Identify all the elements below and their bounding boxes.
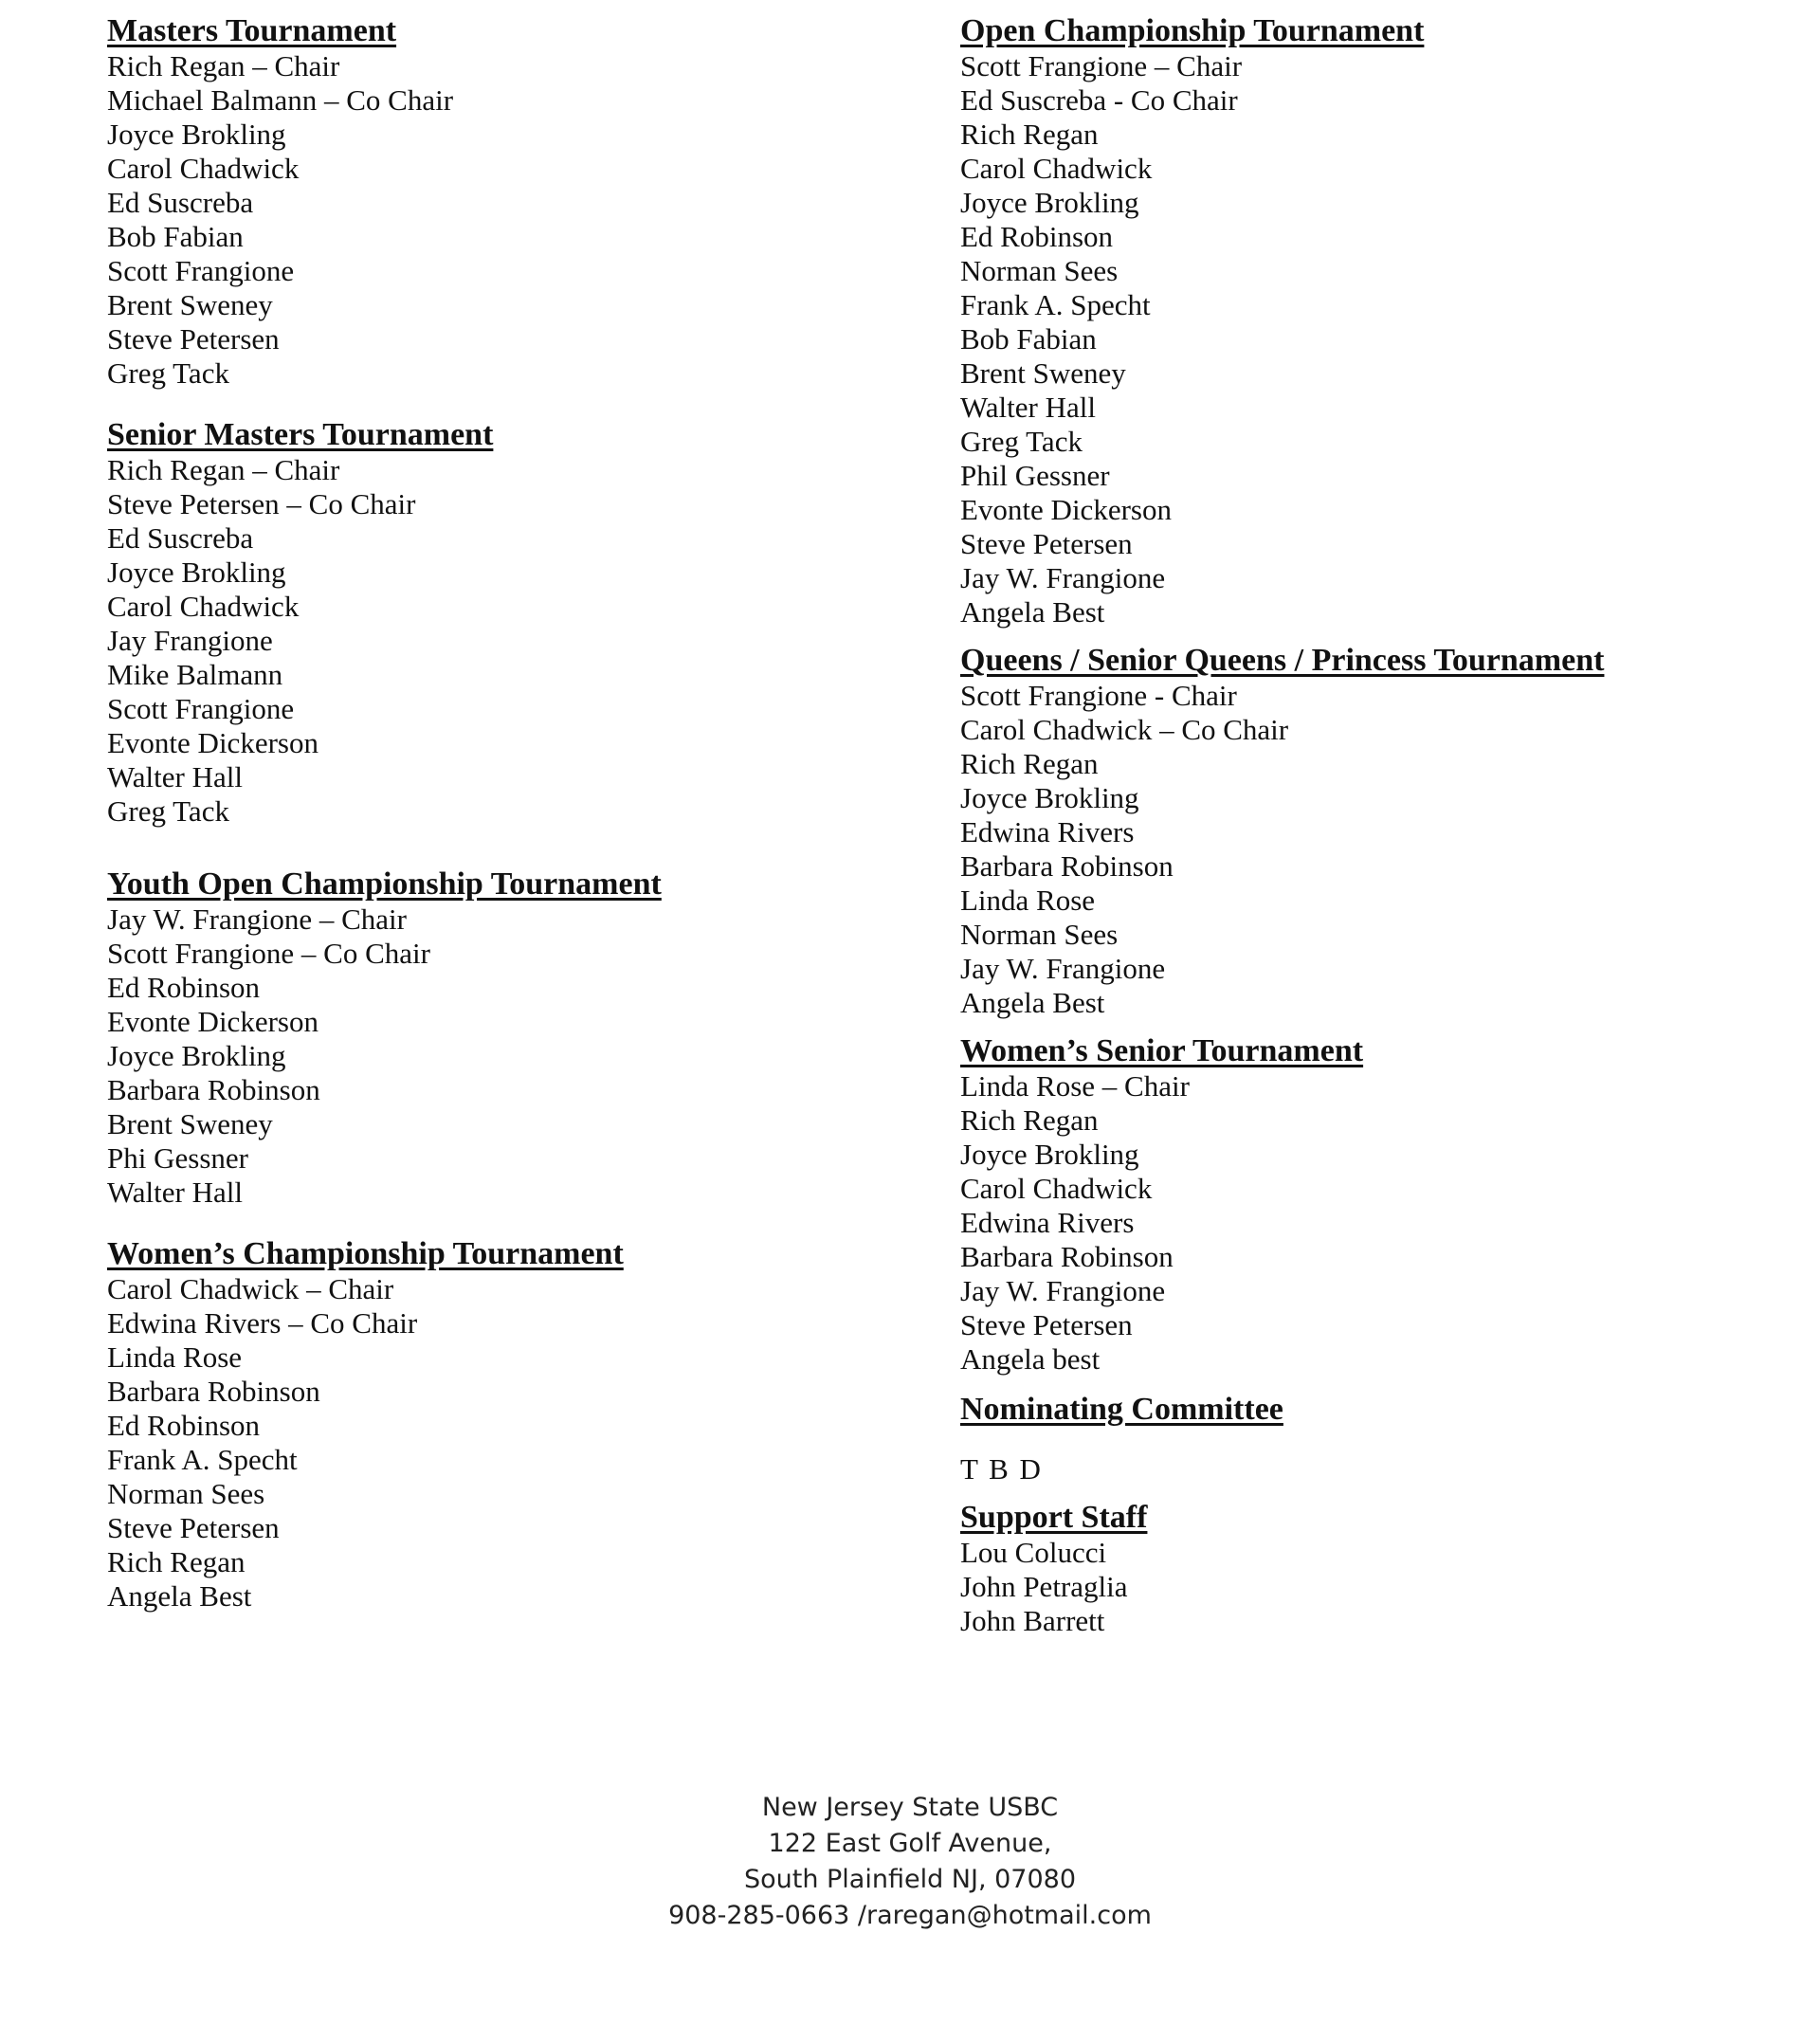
member-entry: John Petraglia	[960, 1570, 1128, 1603]
member-entry: Greg Tack	[107, 794, 229, 828]
member-entry: Jay W. Frangione	[960, 561, 1166, 594]
member-entry: Steve Petersen	[107, 322, 280, 356]
member-entry: Evonte Dickerson	[107, 726, 318, 759]
member-entry: Barbara Robinson	[107, 1073, 320, 1106]
section-heading: Support Staff	[960, 1500, 1148, 1535]
member-entry: Ed Robinson	[960, 220, 1114, 253]
member-entry: Jay Frangione	[107, 624, 273, 657]
member-entry: Jay W. Frangione – Chair	[107, 903, 407, 936]
masters-section	[107, 13, 884, 391]
member-entry: Walter Hall	[107, 760, 243, 793]
member-entry: Brent Sweney	[107, 1107, 273, 1140]
member-entry: Steve Petersen	[960, 1308, 1133, 1341]
member-entry: Barbara Robinson	[107, 1375, 320, 1408]
member-entry: Frank A. Specht	[107, 1443, 298, 1476]
member-entry: Joyce Brokling	[960, 1138, 1139, 1171]
member-entry: Joyce Brokling	[107, 556, 286, 589]
member-entry: Ed Suscreba	[107, 186, 254, 219]
womens-senior-section	[960, 1033, 1738, 1377]
member-entry: Jay W. Frangione	[960, 952, 1166, 985]
member-entry: Rich Regan	[960, 118, 1099, 151]
member-entry: Linda Rose	[107, 1340, 243, 1374]
member-entry: Greg Tack	[960, 425, 1083, 458]
tbd-note: T B D	[960, 1452, 1043, 1486]
youth-open-section	[107, 866, 884, 1210]
member-entry: Carol Chadwick	[960, 1172, 1153, 1205]
member-entry: Rich Regan – Chair	[107, 49, 340, 82]
footer-address	[0, 1790, 1820, 1934]
member-entry: Walter Hall	[107, 1176, 243, 1209]
member-entry: Scott Frangione – Chair	[960, 49, 1243, 82]
member-entry: Walter Hall	[960, 391, 1096, 424]
member-entry: Bob Fabian	[960, 322, 1097, 356]
nominating-committee-section	[960, 1392, 1738, 1486]
right-column	[960, 13, 1738, 1638]
member-entry: Edwina Rivers – Co Chair	[107, 1306, 418, 1340]
member-entry: Carol Chadwick	[107, 152, 300, 185]
section-heading: Queens / Senior Queens / Princess Tournament	[960, 643, 1605, 678]
member-entry: Carol Chadwick – Chair	[107, 1272, 394, 1305]
member-entry: Rich Regan	[107, 1545, 246, 1578]
member-entry: Norman Sees	[960, 254, 1119, 287]
member-entry: Jay W. Frangione	[960, 1274, 1166, 1307]
member-entry: Rich Regan – Chair	[107, 453, 340, 486]
member-entry: Brent Sweney	[107, 288, 273, 321]
member-entry: Mike Balmann	[107, 658, 283, 691]
support-staff-section	[960, 1500, 1738, 1638]
section-heading: Senior Masters Tournament	[107, 417, 494, 452]
member-entry: Joyce Brokling	[107, 1039, 286, 1072]
member-entry: Angela best	[960, 1342, 1101, 1376]
member-entry: Michael Balmann – Co Chair	[107, 83, 454, 117]
member-entry: Rich Regan	[960, 1103, 1099, 1137]
member-entry: Edwina Rivers	[960, 815, 1135, 848]
member-entry: Ed Robinson	[107, 971, 261, 1004]
member-entry: Steve Petersen	[960, 527, 1133, 560]
member-entry: Carol Chadwick – Co Chair	[960, 713, 1289, 746]
queens-section	[960, 643, 1738, 1020]
senior-masters-section	[107, 417, 884, 829]
member-entry: Phi Gessner	[107, 1141, 248, 1175]
member-entry: Ed Suscreba	[107, 521, 254, 555]
member-entry: Greg Tack	[107, 356, 229, 390]
member-entry: Scott Frangione	[107, 692, 295, 725]
section-heading: Youth Open Championship Tournament	[107, 866, 662, 902]
member-entry: Joyce Brokling	[960, 781, 1139, 814]
member-entry: Steve Petersen – Co Chair	[107, 487, 416, 520]
member-entry: Norman Sees	[960, 918, 1119, 951]
member-entry: Ed Robinson	[107, 1409, 261, 1442]
member-entry: Carol Chadwick	[960, 152, 1153, 185]
section-heading: Nominating Committee	[960, 1392, 1283, 1427]
member-entry: Angela Best	[960, 595, 1105, 629]
member-entry: Rich Regan	[960, 747, 1099, 780]
member-entry: Scott Frangione	[107, 254, 295, 287]
member-entry: Edwina Rivers	[960, 1206, 1135, 1239]
member-entry: Linda Rose	[960, 884, 1096, 917]
open-championship-section	[960, 13, 1738, 629]
member-entry: Evonte Dickerson	[107, 1005, 318, 1038]
section-heading: Masters Tournament	[107, 13, 397, 48]
member-entry: Barbara Robinson	[960, 1240, 1174, 1273]
member-entry: Phil Gessner	[960, 459, 1110, 492]
member-entry: Joyce Brokling	[960, 186, 1139, 219]
footer-city: South Plainfield NJ, 07080	[743, 1865, 1077, 1894]
section-heading: Women’s Championship Tournament	[107, 1236, 624, 1271]
member-entry: Evonte Dickerson	[960, 493, 1172, 526]
member-entry: Linda Rose – Chair	[960, 1069, 1190, 1103]
footer-org: New Jersey State USBC	[761, 1793, 1059, 1822]
member-entry: John Barrett	[960, 1604, 1105, 1637]
member-entry: Carol Chadwick	[107, 590, 300, 623]
member-entry: Angela Best	[960, 986, 1105, 1019]
footer-contact: 908-285-0663 /raregan@hotmail.com	[668, 1901, 1152, 1930]
member-entry: Joyce Brokling	[107, 118, 286, 151]
member-entry: Lou Colucci	[960, 1536, 1107, 1569]
member-entry: Bob Fabian	[107, 220, 244, 253]
member-entry: Frank A. Specht	[960, 288, 1151, 321]
member-entry: Scott Frangione – Co Chair	[107, 937, 430, 970]
womens-championship-section	[107, 1236, 884, 1614]
left-column	[107, 13, 884, 1614]
member-entry: Steve Petersen	[107, 1511, 280, 1544]
footer-street: 122 East Golf Avenue,	[768, 1829, 1052, 1858]
member-entry: Angela Best	[107, 1579, 252, 1613]
member-entry: Norman Sees	[107, 1477, 265, 1510]
section-heading: Open Championship Tournament	[960, 13, 1425, 48]
member-entry: Barbara Robinson	[960, 849, 1174, 883]
section-heading: Women’s Senior Tournament	[960, 1033, 1364, 1068]
member-entry: Scott Frangione - Chair	[960, 679, 1237, 712]
member-entry: Ed Suscreba - Co Chair	[960, 83, 1238, 117]
member-entry: Brent Sweney	[960, 356, 1126, 390]
